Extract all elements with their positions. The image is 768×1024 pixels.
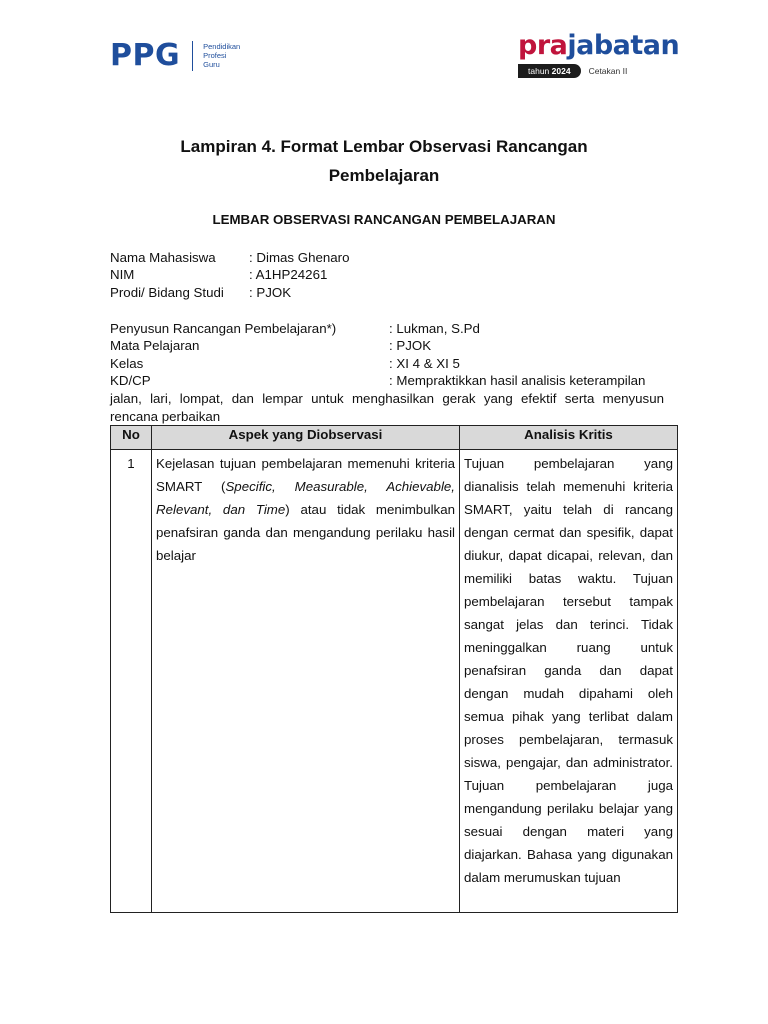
kelas-value: : XI 4 & XI 5	[389, 356, 460, 371]
penyusun-value: : Lukman, S.Pd	[389, 321, 480, 336]
observation-table	[110, 425, 678, 913]
tahun-badge: tahun 2024	[518, 64, 581, 78]
kdcp-value: : Mempraktikkan hasil analisis keterampilan	[389, 373, 646, 388]
row-number: 1	[111, 450, 152, 913]
analisis-cell: Tujuan pembelajaran yang dianalisis telah memenuhi kriteria SMART, yaitu telah di rancang dengan cermat dan spesifik, dapat diukur, dapat dicapai, relevan, dan memiliki batas waktu. Tujuan pembelajaran tersebut tampak sangat jelas dan terinci. Tidak meninggalkan ruang untuk penafsiran ganda dan dapat dengan mudah dipahami oleh semua pihak yang terlibat dalam proses pembelajaran, termasuk siswa, pengajar, dan administrator. Tujuan pembelajaran juga mengandung perilaku belajar yang sesuai dengan materi yang diajarkan. Bahasa yang digunakan dalam merumuskan tujuan	[460, 450, 678, 913]
kdcp-continuation: jalan, lari, lompat, dan lempar untuk menghasilkan gerak yang efektif serta menyusun rencana perbaikan	[110, 391, 664, 424]
nim-value: : A1HP24261	[249, 267, 328, 282]
cetakan-label: Cetakan II	[588, 66, 628, 76]
kdcp-label: KD/CP	[110, 373, 151, 388]
header-aspek: Aspek yang Diobservasi	[152, 426, 460, 450]
document-title-line-1: Lampiran 4. Format Lembar Observasi Rancangan	[180, 137, 588, 156]
mapel-label: Mata Pelajaran	[110, 338, 200, 353]
table-row	[111, 450, 678, 913]
penyusun-label: Penyusun Rancangan Pembelajaran*)	[110, 321, 337, 336]
prodi-label: Prodi/ Bidang Studi	[110, 285, 224, 300]
table-header-row	[111, 426, 678, 450]
header-no: No	[111, 426, 152, 450]
nama-label: Nama Mahasiswa	[110, 250, 216, 265]
form-subtitle: LEMBAR OBSERVASI RANCANGAN PEMBELAJARAN	[212, 212, 556, 227]
nama-value: : Dimas Ghenaro	[249, 250, 350, 265]
prajabatan-logo	[518, 30, 680, 78]
document-title-line-2: Pembelajaran	[328, 166, 440, 185]
header-analisis: Analisis Kritis	[460, 426, 678, 450]
ppg-logo	[110, 38, 240, 73]
ppg-logo-text: PPG	[110, 38, 181, 73]
nim-label: NIM	[110, 267, 135, 282]
mapel-value: : PJOK	[389, 338, 432, 353]
ppg-logo-subtitle: Pendidikan Profesi Guru	[203, 42, 241, 69]
prajabatan-wordmark: prajabatan	[518, 30, 680, 61]
logo-divider	[192, 41, 193, 71]
kelas-label: Kelas	[110, 356, 144, 371]
aspek-cell: Kejelasan tujuan pembelajaran memenuhi kriteria SMART (Specific, Measurable, Achievable, Relevant, dan Time) atau tidak menimbulkan penafsiran ganda dan mengandung perilaku hasil belajar	[152, 450, 460, 913]
prodi-value: : PJOK	[249, 285, 292, 300]
